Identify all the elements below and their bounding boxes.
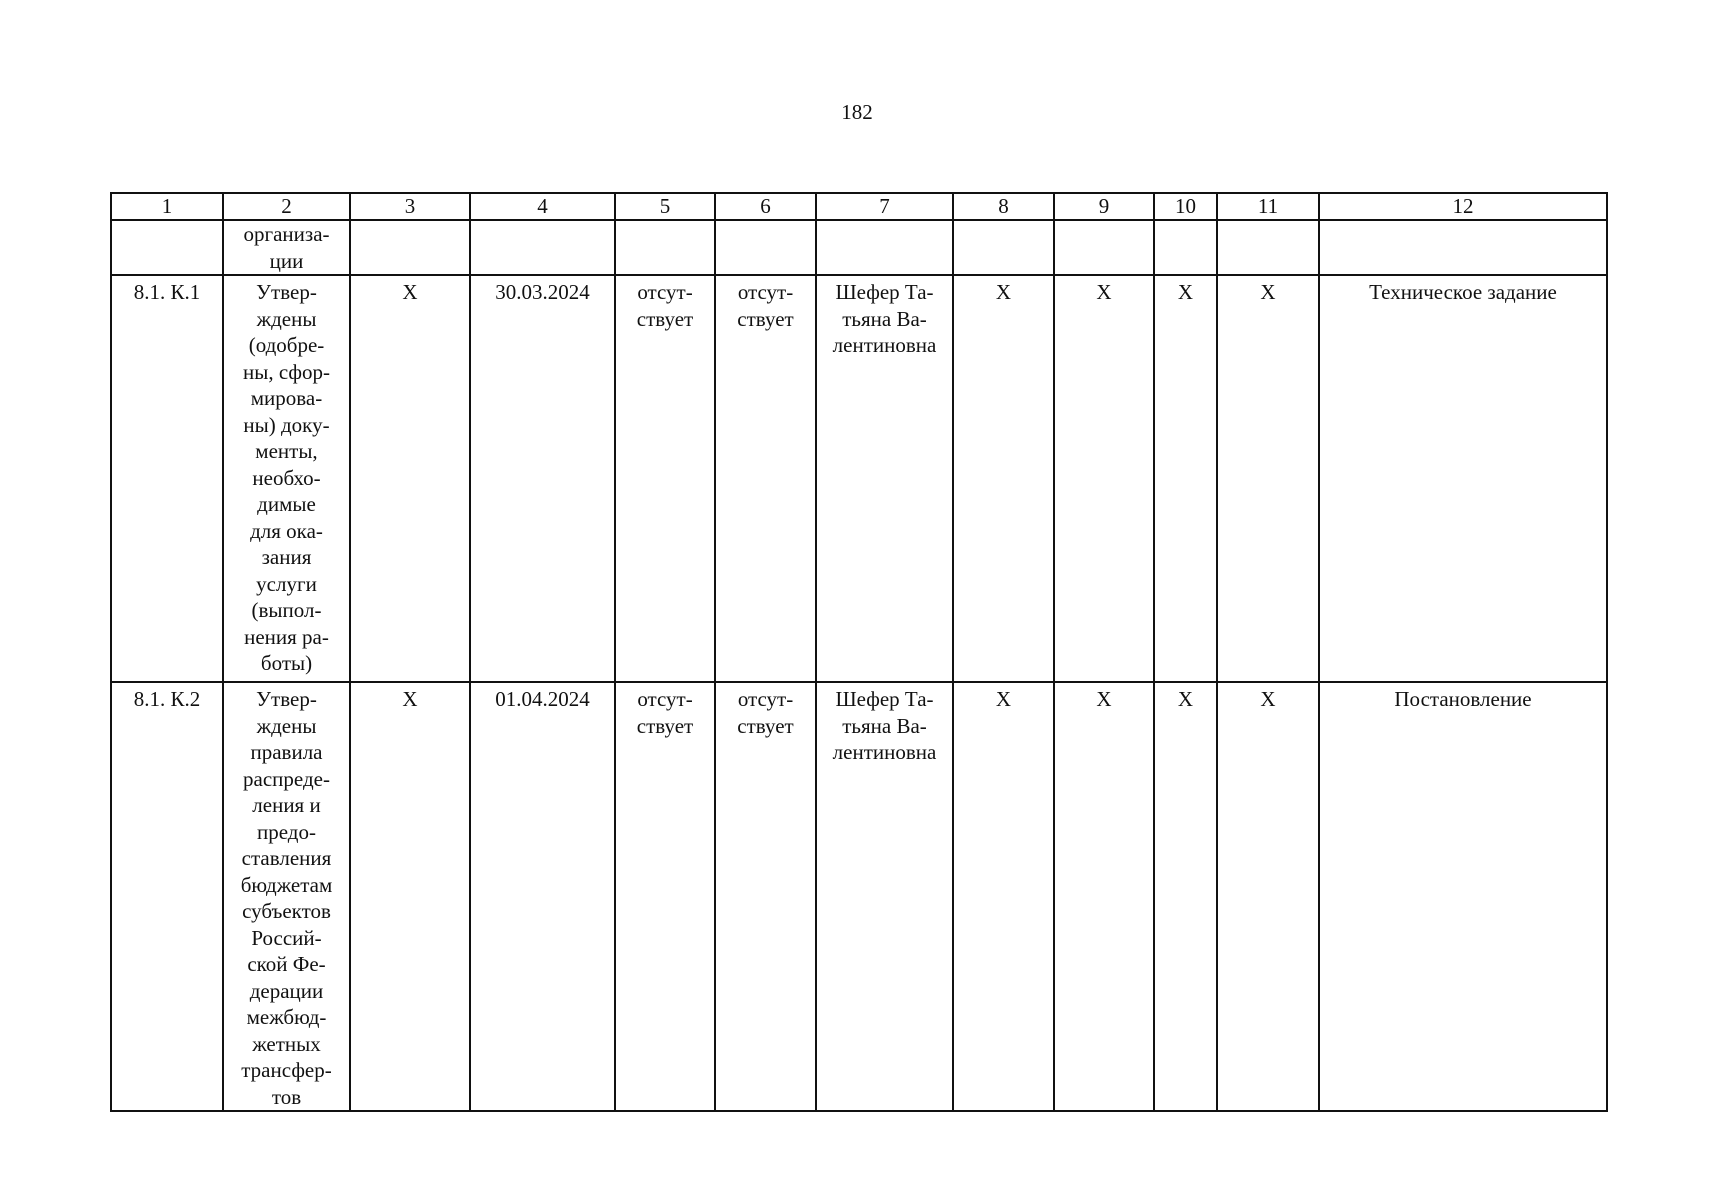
mark-cell: X: [953, 275, 1054, 682]
column-number-row: [111, 193, 1607, 220]
continuation-row: [111, 220, 1607, 275]
status-line: ствует: [636, 713, 694, 738]
responsible-cell: [816, 275, 953, 682]
status-cell: [615, 275, 715, 682]
table-cell: [1319, 220, 1607, 275]
table-cell: [470, 220, 615, 275]
name-line: ждены: [256, 306, 317, 331]
document-cell: Постановление: [1319, 682, 1607, 1111]
table-cell: [1154, 220, 1217, 275]
name-line: ны) доку-: [243, 412, 330, 437]
name-line: ления и: [252, 793, 321, 817]
name-line: бюджетам: [240, 872, 333, 897]
name-line: (одобре-: [248, 333, 325, 357]
column-header: 9: [1054, 193, 1154, 220]
table-row: [111, 682, 1607, 1111]
date-cell: 30.03.2024: [470, 275, 615, 682]
name-line: предо-: [257, 819, 316, 844]
name-line: услуги: [256, 571, 317, 596]
name-line: ны, сфор-: [242, 359, 331, 384]
responsible-line: Шефер Та-: [835, 687, 934, 711]
row-code: 8.1. К.2: [111, 682, 223, 1111]
name-line: распреде-: [243, 766, 330, 791]
name-line: необхо-: [252, 465, 321, 490]
name-line: (выпол-: [251, 598, 322, 622]
responsible-line: тьяна Ва-: [842, 713, 927, 738]
status-line: ствует: [636, 306, 694, 331]
responsible-cell: [816, 682, 953, 1111]
row-name-cell: [223, 682, 350, 1111]
responsible-line: лентиновна: [832, 333, 937, 357]
mark-cell: X: [1054, 275, 1154, 682]
document-cell: Техническое задание: [1319, 275, 1607, 682]
name-line: ции: [269, 248, 304, 273]
name-line: Утвер-: [256, 280, 317, 304]
table-cell: [111, 220, 223, 275]
page-number: 182: [841, 100, 873, 124]
column-header: 2: [223, 193, 350, 220]
table-cell: [350, 220, 470, 275]
mark-cell: X: [1154, 682, 1217, 1111]
mark-cell: X: [953, 682, 1054, 1111]
name-line: межбюд-: [246, 1005, 327, 1029]
column-header: 10: [1154, 193, 1217, 220]
name-line: ждены: [256, 713, 317, 738]
name-line: Утвер-: [256, 687, 317, 711]
table-cell: [953, 220, 1054, 275]
status-line: ствует: [737, 713, 794, 738]
column-header: 12: [1319, 193, 1607, 220]
continuation-name-cell: [223, 220, 350, 275]
responsible-line: лентиновна: [832, 740, 937, 764]
name-line: ставления: [241, 846, 332, 870]
mark-cell: X: [1054, 682, 1154, 1111]
table-row: [111, 275, 1607, 682]
column-header: 4: [470, 193, 615, 220]
mark-cell: X: [350, 275, 470, 682]
column-header: 5: [615, 193, 715, 220]
name-line: нения ра-: [244, 624, 329, 649]
table-cell: [1217, 220, 1319, 275]
table-cell: [715, 220, 816, 275]
responsible-line: тьяна Ва-: [842, 306, 927, 331]
row-code: 8.1. К.1: [111, 275, 223, 682]
column-header: 1: [111, 193, 223, 220]
status-line: ствует: [737, 306, 794, 331]
name-line: субъектов: [242, 899, 331, 923]
name-line: для ока-: [250, 518, 323, 543]
status-line: отсут-: [637, 280, 693, 304]
name-line: трансфер-: [241, 1058, 332, 1082]
name-line: организа-: [243, 222, 330, 246]
row-name-cell: [223, 275, 350, 682]
status-cell: [715, 682, 816, 1111]
name-line: менты,: [255, 439, 318, 463]
table-cell: [816, 220, 953, 275]
column-header: 3: [350, 193, 470, 220]
column-header: 6: [715, 193, 816, 220]
column-header: 11: [1217, 193, 1319, 220]
name-line: жетных: [252, 1031, 321, 1056]
status-line: отсут-: [737, 687, 794, 711]
responsible-line: Шефер Та-: [835, 280, 934, 304]
name-line: правила: [250, 740, 323, 764]
table-cell: [615, 220, 715, 275]
date-cell: 01.04.2024: [470, 682, 615, 1111]
table-cell: [1054, 220, 1154, 275]
name-line: боты): [260, 651, 313, 675]
name-line: тов: [271, 1084, 302, 1109]
document-table: [110, 192, 1608, 1112]
name-line: ской Фе-: [247, 952, 326, 976]
status-cell: [615, 682, 715, 1111]
name-line: мирова-: [250, 386, 323, 410]
column-header: 7: [816, 193, 953, 220]
mark-cell: X: [1217, 682, 1319, 1111]
column-header: 8: [953, 193, 1054, 220]
name-line: зания: [261, 545, 312, 569]
status-line: отсут-: [737, 280, 794, 304]
name-line: димые: [257, 492, 316, 516]
status-cell: [715, 275, 816, 682]
mark-cell: X: [1154, 275, 1217, 682]
status-line: отсут-: [637, 687, 693, 711]
name-line: дерации: [249, 978, 324, 1003]
name-line: Россий-: [251, 925, 322, 950]
mark-cell: X: [1217, 275, 1319, 682]
mark-cell: X: [350, 682, 470, 1111]
